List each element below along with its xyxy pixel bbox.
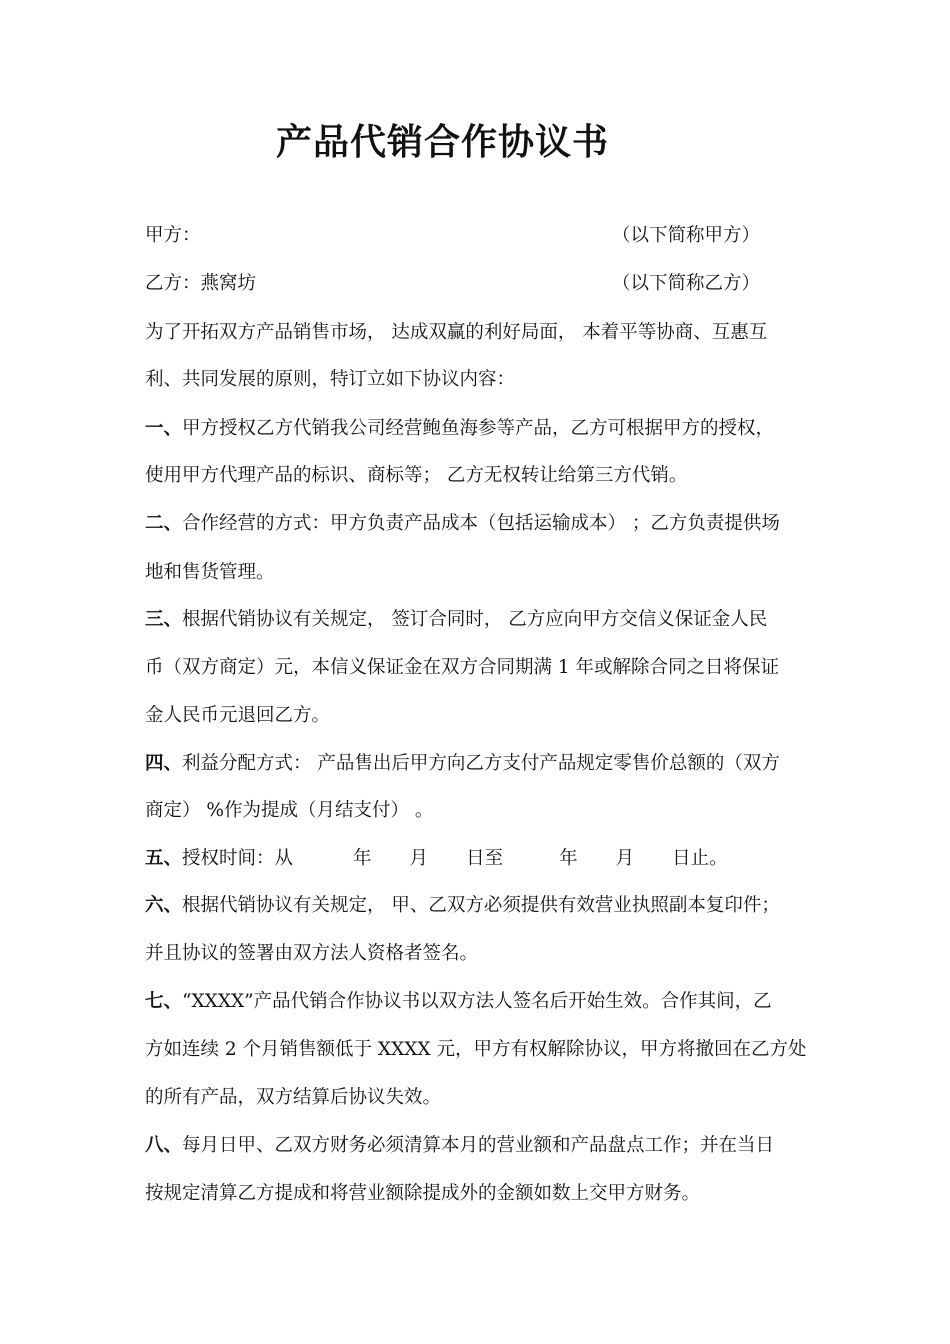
intro-line: 为了开拓双方产品销售市场， 达成双赢的利好局面， 本着平等协商、互惠互 xyxy=(145,322,768,343)
clause-6-line xyxy=(145,892,815,920)
clause-2-line xyxy=(145,510,815,538)
clause-text: 每月日甲、乙双方财务必须清算本月的营业额和产品盘点工作；并在当日 xyxy=(182,1135,775,1156)
clause-4-line: 商定） %作为提成（月结支付） 。 xyxy=(145,800,434,821)
clause-1-line xyxy=(145,415,815,443)
clause-text: 根据代销协议有关规定， 甲、乙双方必须提供有效营业执照副本复印件； xyxy=(182,895,780,916)
clause-number: 八、 xyxy=(145,1135,183,1156)
party-a-note: （以下简称甲方） xyxy=(612,225,761,246)
clause-text: 甲方授权乙方代销我公司经营鲍鱼海参等产品，乙方可根据甲方的授权， xyxy=(182,418,775,439)
date-year-label: 年 xyxy=(353,848,372,869)
clause-3-line: 币（双方商定）元，本信义保证金在双方合同期满 1 年或解除合同之日将保证 xyxy=(145,657,780,678)
clause-8-line xyxy=(145,1132,815,1160)
date-month-label: 月 xyxy=(615,848,635,869)
date-day-to-label: 日至 xyxy=(466,848,504,869)
clause-text: “XXXX”产品代销合作协议书以双方法人签名后开始生效。合作其间，乙 xyxy=(182,991,772,1012)
clause-number: 六、 xyxy=(145,895,183,916)
clause-6-line: 并且协议的签署由双方法人资格者签名。 xyxy=(145,943,479,964)
clause-7-line xyxy=(145,988,815,1016)
clause-number: 一、 xyxy=(145,418,183,439)
clause-text: 根据代销协议有关规定， 签订合同时， 乙方应向甲方交信义保证金人民 xyxy=(182,609,768,630)
clause-3-line xyxy=(145,606,815,634)
clause-number: 三、 xyxy=(145,609,183,630)
clause-number: 五、 xyxy=(145,848,183,869)
clause-2-line: 地和售货管理。 xyxy=(145,562,275,583)
date-month-label: 月 xyxy=(409,848,429,869)
party-b-line xyxy=(145,270,815,298)
clause-3-line: 金人民币元退回乙方。 xyxy=(145,705,331,726)
clause-number: 四、 xyxy=(145,753,183,774)
clause-5-line xyxy=(145,845,815,873)
clause-7-line: 方如连续 2 个月销售额低于 XXXX 元，甲方有权解除协议，甲方将撤回在乙方处 xyxy=(145,1039,807,1060)
document-title: 产品代销合作协议书 xyxy=(275,121,609,163)
clause-text: 利益分配方式： 产品售出后甲方向乙方支付产品规定零售价总额的（双方 xyxy=(182,753,780,774)
clause-4-line xyxy=(145,750,815,778)
clause-number: 七、 xyxy=(145,991,183,1012)
clause-text: 合作经营的方式：甲方负责产品成本（包括运输成本） ；乙方负责提供场 xyxy=(182,513,780,534)
clause-1-line: 使用甲方代理产品的标识、商标等； 乙方无权转让给第三方代销。 xyxy=(145,465,688,486)
date-year-label: 年 xyxy=(559,848,578,869)
intro-line: 利、共同发展的原则，特订立如下协议内容： xyxy=(145,369,516,390)
party-b-note: （以下简称乙方） xyxy=(612,273,761,294)
party-b-label: 乙方：燕窝坊 xyxy=(145,273,257,294)
date-day-end-label: 日止。 xyxy=(672,848,728,869)
clause-number: 二、 xyxy=(145,513,183,534)
clause-text: 授权时间：从 xyxy=(182,848,294,869)
clause-7-line: 的所有产品，双方结算后协议失效。 xyxy=(145,1087,442,1108)
party-a-line xyxy=(145,222,815,250)
party-a-label: 甲方： xyxy=(145,225,201,246)
clause-8-line: 按规定清算乙方提成和将营业额除提成外的金额如数上交甲方财务。 xyxy=(145,1183,701,1204)
